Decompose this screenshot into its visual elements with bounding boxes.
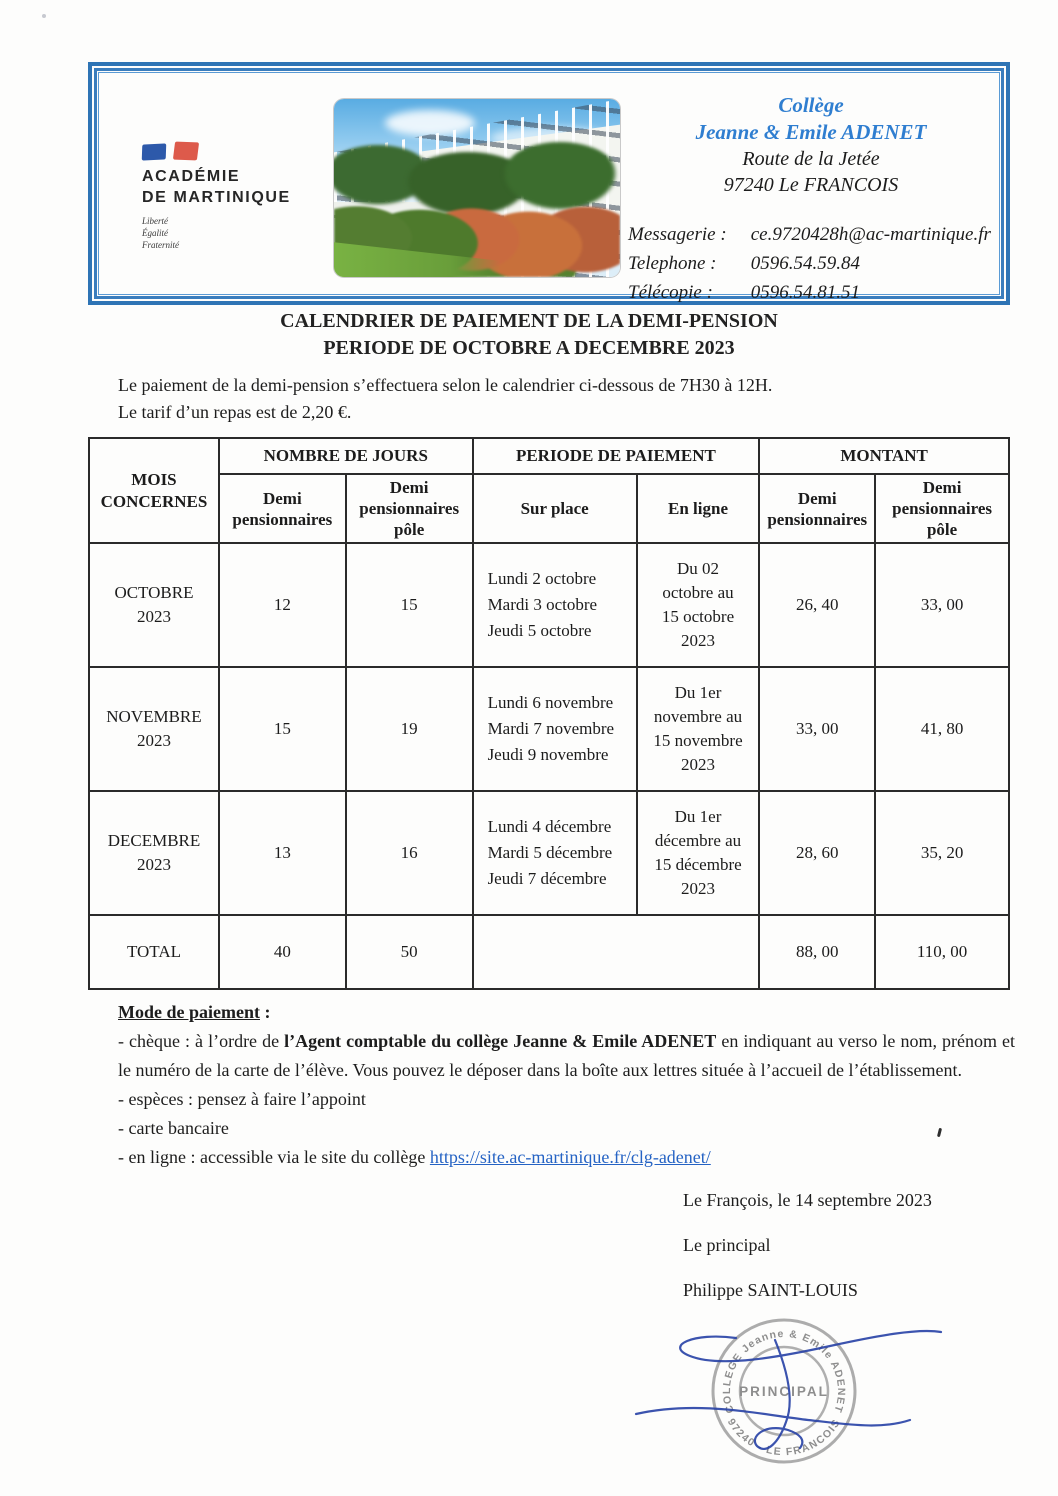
payment-online-item: - en ligne : accessible via le site du collège https://site.ac-martinique.fr/clg-adenet/ xyxy=(118,1147,711,1167)
signer-name: Philippe SAINT-LOUIS xyxy=(683,1280,858,1300)
academy-name-line2: DE MARTINIQUE xyxy=(142,189,291,206)
payment-card-item: - carte bancaire xyxy=(118,1118,229,1138)
fax-label: Télécopie : xyxy=(628,282,713,303)
cell-jours-dp: 12 xyxy=(219,543,346,667)
cell-montant-dp: 26, 40 xyxy=(759,543,875,667)
handwritten-signature xyxy=(636,1331,941,1449)
email-label: Messagerie : xyxy=(628,224,727,245)
school-address-city: 97240 Le FRANCOIS xyxy=(723,174,899,196)
sur-place-date: Lundi 4 décembre xyxy=(487,817,612,836)
payment-calendar-table xyxy=(88,437,1010,990)
cell-jours-dpp: 16 xyxy=(346,791,473,915)
table-row-total xyxy=(89,915,1009,989)
cell-month xyxy=(89,791,219,915)
republic-motto xyxy=(142,215,291,251)
school-identity-block xyxy=(620,92,1002,307)
sur-place-date: Lundi 2 octobre xyxy=(487,569,597,588)
intro-line2: Le tarif d’un repas est de 2,20 €. xyxy=(118,402,352,422)
cell-en-ligne: Du 02 octobre au 15 octobre 2023 xyxy=(637,543,760,667)
cell-jours-dpp: 19 xyxy=(346,667,473,791)
sur-place-date: Mardi 5 décembre xyxy=(487,843,613,862)
payment-heading: Mode de paiement : xyxy=(118,1002,271,1022)
cell-sur-place xyxy=(473,543,637,667)
scan-speck xyxy=(42,14,46,18)
cell-montant-dpp: 35, 20 xyxy=(875,791,1009,915)
col-header-montant-dp: Demi pensionnaires xyxy=(759,474,875,543)
school-name-line2: Jeanne & Emile ADENET xyxy=(695,120,927,144)
payment-cash-item: - espèces : pensez à faire l’appoint xyxy=(118,1089,366,1109)
cheque-payee-bold: l’Agent comptable du collège Jeanne & Emile ADENET xyxy=(284,1031,717,1051)
table-row-decembre xyxy=(89,791,1009,915)
signature-stroke xyxy=(636,1408,910,1425)
cell-total-label: TOTAL xyxy=(89,915,219,989)
motto-fraternite: Fraternité xyxy=(142,240,179,250)
col-header-periode: PERIODE DE PAIEMENT xyxy=(473,438,760,474)
intro-line1: Le paiement de la demi-pension s’effectuera selon le calendrier ci-dessous de 7H30 à 12H. xyxy=(118,375,773,395)
flag-blue-block xyxy=(142,143,167,160)
cell-sur-place xyxy=(473,791,637,915)
signer-role: Le principal xyxy=(683,1235,771,1255)
col-header-sur-place: Sur place xyxy=(473,474,637,543)
table-sub-header-row xyxy=(89,474,1009,543)
cell-total-jours-dpp: 50 xyxy=(346,915,473,989)
motto-egalite: Égalité xyxy=(142,228,168,238)
phone-value: 0596.54.59.84 xyxy=(750,253,860,274)
month-name: OCTOBRE xyxy=(114,583,194,602)
table-row-octobre xyxy=(89,543,1009,667)
intro-paragraph xyxy=(118,372,978,426)
cell-montant-dpp: 41, 80 xyxy=(875,667,1009,791)
stamp-center-text: PRINCIPAL xyxy=(739,1384,829,1399)
stamp-top-text: COLLEGE Jeanne & Emile ADENET xyxy=(720,1327,848,1415)
col-header-en-ligne: En ligne xyxy=(637,474,760,543)
title-line2: PERIODE DE OCTOBRE A DECEMBRE 2023 xyxy=(323,337,735,359)
photo-tree xyxy=(500,142,620,212)
academy-logo xyxy=(142,142,291,251)
col-header-demi-pensionnaires-pole: Demi pensionnaires pôle xyxy=(346,474,473,543)
stamp-and-signature xyxy=(618,1302,980,1496)
month-name: DECEMBRE xyxy=(107,831,201,850)
sur-place-date: Mardi 7 novembre xyxy=(487,719,615,738)
online-payment-link[interactable]: https://site.ac-martinique.fr/clg-adenet/ xyxy=(429,1147,711,1167)
stamp-svg xyxy=(618,1302,980,1496)
school-name-line1: Collège xyxy=(778,93,844,117)
cell-montant-dpp: 33, 00 xyxy=(875,543,1009,667)
contact-fax-row xyxy=(628,278,1002,307)
cell-montant-dp: 33, 00 xyxy=(759,667,875,791)
school-contact-block xyxy=(620,220,1002,307)
col-header-mois: MOIS CONCERNES xyxy=(89,438,219,543)
month-year: 2023 xyxy=(136,607,171,626)
cell-jours-dp: 13 xyxy=(219,791,346,915)
phone-label: Telephone : xyxy=(628,253,717,274)
cell-total-montant-dpp: 110, 00 xyxy=(875,915,1009,989)
table-row-novembre xyxy=(89,667,1009,791)
sur-place-date: Jeudi 9 novembre xyxy=(487,745,609,764)
fax-value: 0596.54.81.51 xyxy=(750,282,860,303)
cell-total-montant-dp: 88, 00 xyxy=(759,915,875,989)
cell-jours-dpp: 15 xyxy=(346,543,473,667)
french-flag-icon xyxy=(142,142,291,160)
document-title xyxy=(0,308,1058,362)
school-photo xyxy=(334,99,620,277)
cell-month xyxy=(89,667,219,791)
col-header-montant-dpp: Demi pensionnaires pôle xyxy=(875,474,1009,543)
title-line1: CALENDRIER DE PAIEMENT DE LA DEMI-PENSION xyxy=(280,310,778,332)
col-header-nombre-jours: NOMBRE DE JOURS xyxy=(219,438,473,474)
sur-place-date: Lundi 6 novembre xyxy=(487,693,614,712)
table-group-header-row xyxy=(89,438,1009,474)
place-and-date: Le François, le 14 septembre 2023 xyxy=(683,1190,932,1210)
sur-place-date: Mardi 3 octobre xyxy=(487,595,598,614)
cell-en-ligne: Du 1er novembre au 15 novembre 2023 xyxy=(637,667,760,791)
cell-total-jours-dp: 40 xyxy=(219,915,346,989)
cell-montant-dp: 28, 60 xyxy=(759,791,875,915)
academy-name-line1: ACADÉMIE xyxy=(142,168,241,185)
cell-sur-place xyxy=(473,667,637,791)
email-value: ce.9720428h@ac-martinique.fr xyxy=(750,224,991,245)
contact-email-row xyxy=(628,220,1002,249)
month-year: 2023 xyxy=(136,731,171,750)
col-header-demi-pensionnaires: Demi pensionnaires xyxy=(219,474,346,543)
cell-total-empty xyxy=(473,915,760,989)
flag-red-block xyxy=(173,142,199,161)
payment-modes-section xyxy=(118,998,1015,1172)
cell-month xyxy=(89,543,219,667)
sur-place-date: Jeudi 5 octobre xyxy=(487,621,592,640)
payment-cheque-item: - chèque : à l’ordre de l’Agent comptable du collège Jeanne & Emile ADENET en indiquant au verso le nom, prénom et le numéro de la carte de l’élève. Vous pouvez le déposer dans la boîte aux lettres située à l’accueil de l’établissement. xyxy=(118,1031,1015,1080)
cell-jours-dp: 15 xyxy=(219,667,346,791)
letterhead-frame xyxy=(88,62,1010,305)
col-header-montant: MONTANT xyxy=(759,438,1009,474)
school-address-street: Route de la Jetée xyxy=(742,148,880,170)
month-year: 2023 xyxy=(136,855,171,874)
month-name: NOVEMBRE xyxy=(106,707,202,726)
motto-liberte: Liberté xyxy=(142,216,168,226)
cell-en-ligne: Du 1er décembre au 15 décembre 2023 xyxy=(637,791,760,915)
contact-phone-row xyxy=(628,249,1002,278)
stamp-bottom-text: 97240 - LE FRANCOIS xyxy=(724,1416,844,1459)
sur-place-date: Jeudi 7 décembre xyxy=(487,869,607,888)
